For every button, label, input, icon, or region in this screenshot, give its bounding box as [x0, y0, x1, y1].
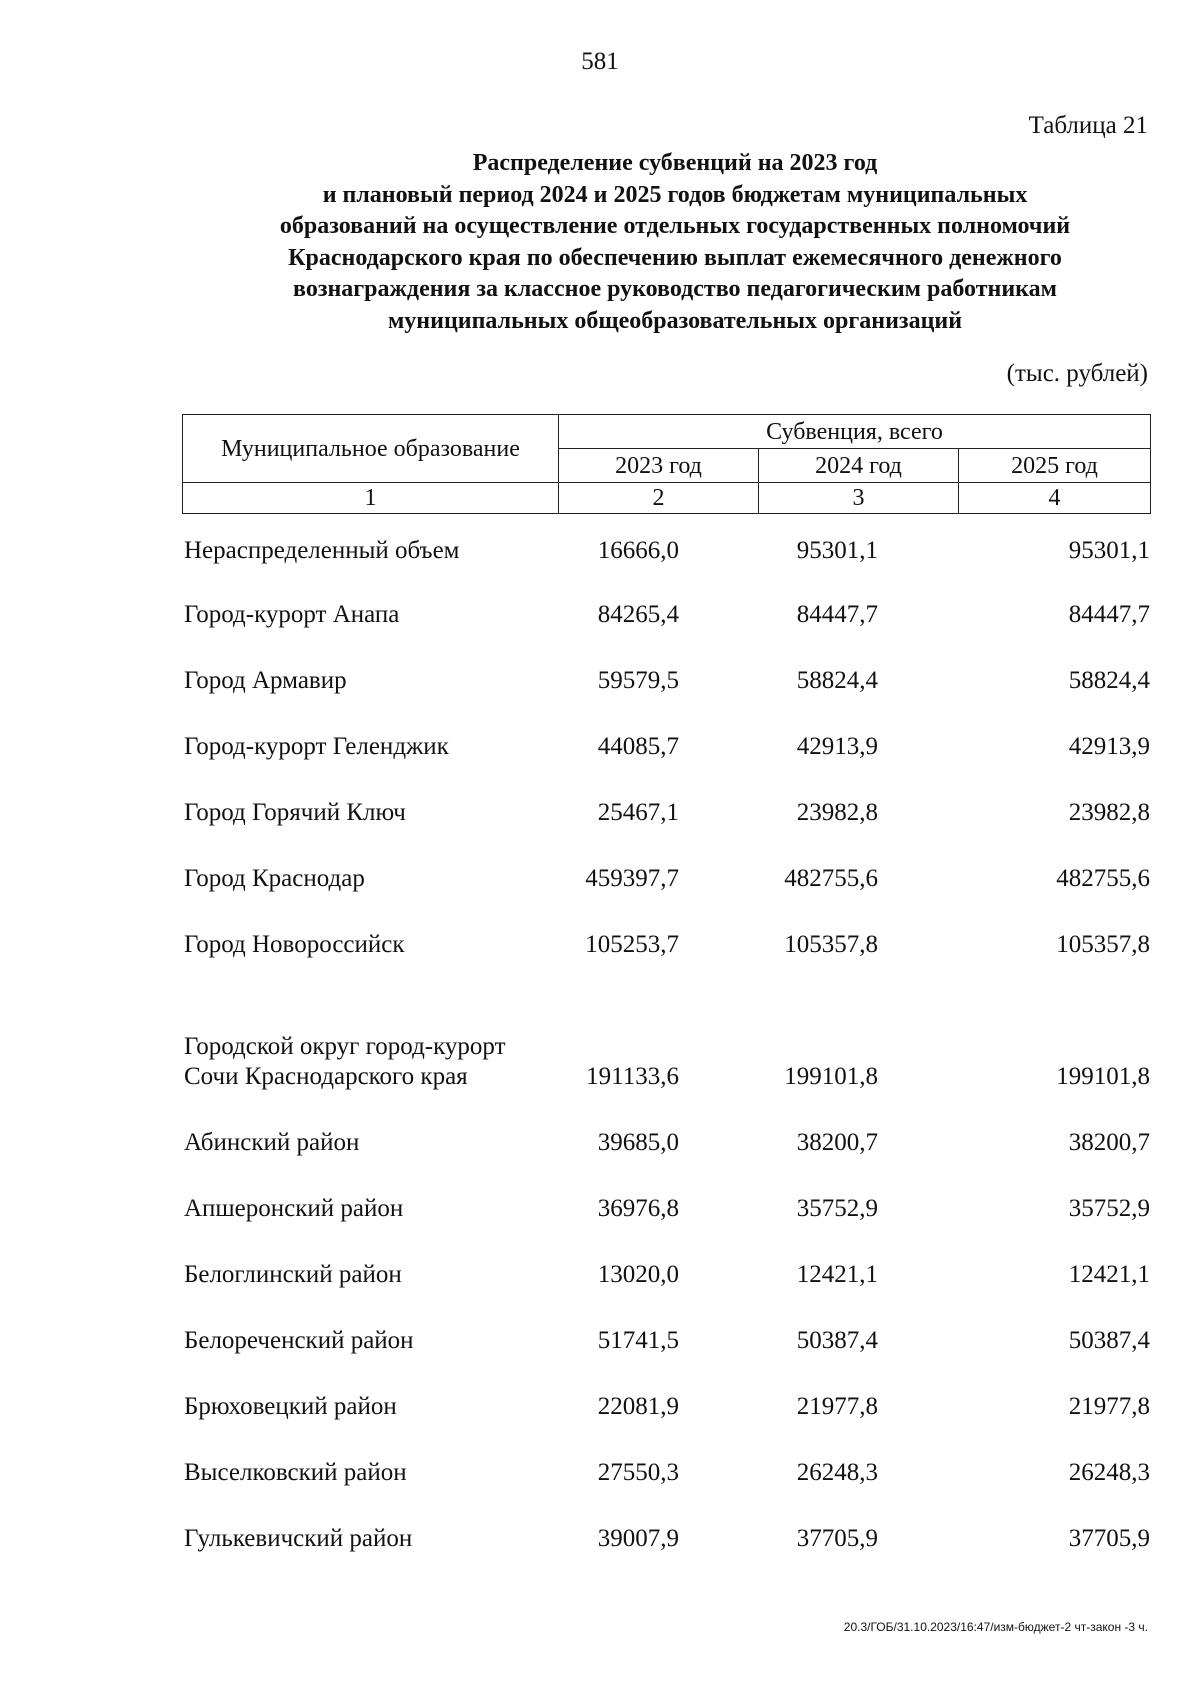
row-value-2023: 39685,0	[597, 1129, 679, 1156]
row-value-2023: 191133,6	[586, 1063, 679, 1090]
row-value-2023: 27550,3	[597, 1459, 679, 1486]
row-municipality: Город-курорт Анапа	[184, 601, 400, 628]
row-value-2024: 84447,7	[796, 601, 878, 628]
table-row	[182, 800, 1150, 866]
row-value-2024: 12421,1	[796, 1261, 878, 1288]
table-row	[182, 1196, 1150, 1262]
row-value-2024: 105357,8	[784, 931, 878, 958]
table-row	[182, 1394, 1150, 1460]
column-header-municipality: Муниципальное образование	[183, 415, 559, 483]
table-row	[182, 1130, 1150, 1196]
title-line: муниципальных общеобразовательных организаций	[387, 307, 963, 334]
row-value-2023: 44085,7	[597, 733, 679, 760]
row-value-2025: 84447,7	[1068, 601, 1150, 628]
row-value-2025: 482755,6	[1056, 865, 1150, 892]
table-row	[182, 734, 1150, 800]
row-value-2024: 50387,4	[796, 1327, 878, 1354]
row-value-2025: 105357,8	[1056, 931, 1150, 958]
table-row	[182, 932, 1150, 998]
table-row	[182, 998, 1150, 1130]
row-value-2023: 105253,7	[585, 931, 679, 958]
row-value-2023: 59579,5	[597, 667, 679, 694]
table-row	[182, 1262, 1150, 1328]
row-value-2024: 95301,1	[796, 537, 878, 564]
row-value-2024: 26248,3	[796, 1459, 878, 1486]
column-number: 2	[559, 483, 759, 514]
row-municipality: Белореченский район	[184, 1327, 414, 1354]
column-header-year-2024: 2024 год	[759, 449, 959, 483]
column-number: 1	[183, 483, 559, 514]
row-value-2025: 12421,1	[1068, 1261, 1150, 1288]
row-municipality: Брюховецкий район	[184, 1393, 397, 1420]
row-value-2023: 25467,1	[597, 799, 679, 826]
units-label: (тыс. рублей)	[1006, 360, 1148, 387]
column-header-year-2023: 2023 год	[559, 449, 759, 483]
row-municipality: Абинский район	[184, 1129, 360, 1156]
table-row	[182, 668, 1150, 734]
row-value-2025: 23982,8	[1068, 799, 1150, 826]
row-value-2023: 84265,4	[597, 601, 679, 628]
row-municipality-line: Сочи Краснодарского края	[184, 1063, 468, 1090]
row-value-2024: 199101,8	[784, 1063, 878, 1090]
row-value-2025: 95301,1	[1068, 537, 1150, 564]
row-value-2025: 26248,3	[1068, 1459, 1150, 1486]
row-value-2025: 38200,7	[1068, 1129, 1150, 1156]
title-line: Краснодарского края по обеспечению выплат ежемесячного денежного	[288, 244, 1062, 271]
column-number: 3	[759, 483, 959, 514]
title-line: и плановый период 2024 и 2025 годов бюджетам муниципальных	[322, 181, 1028, 208]
row-value-2024: 38200,7	[796, 1129, 878, 1156]
row-value-2024: 23982,8	[796, 799, 878, 826]
row-municipality: Город Горячий Ключ	[184, 799, 406, 826]
table-row	[182, 1526, 1150, 1592]
table-header	[182, 414, 1151, 514]
table-row	[182, 866, 1150, 932]
table-row	[182, 536, 1150, 602]
row-municipality: Город Новороссийск	[184, 931, 405, 958]
row-value-2025: 37705,9	[1068, 1525, 1150, 1552]
row-value-2023: 51741,5	[597, 1327, 679, 1354]
table-row	[182, 602, 1150, 668]
row-value-2024: 35752,9	[796, 1195, 878, 1222]
title-line: образований на осуществление отдельных государственных полномочий	[279, 213, 1071, 239]
row-municipality: Выселковский район	[184, 1459, 407, 1486]
row-municipality: Апшеронский район	[184, 1195, 404, 1222]
title-line: Распределение субвенций на 2023 год	[472, 150, 878, 176]
table-label: Таблица 21	[1028, 112, 1148, 139]
row-municipality	[184, 1032, 506, 1092]
row-value-2023: 16666,0	[597, 537, 679, 564]
row-value-2023: 13020,0	[597, 1261, 679, 1288]
document-title	[150, 148, 1200, 337]
row-value-2023: 36976,8	[597, 1195, 679, 1222]
row-value-2023: 22081,9	[597, 1393, 679, 1420]
row-value-2025: 42913,9	[1068, 733, 1150, 760]
row-municipality-line: Городской округ город-курорт	[184, 1033, 506, 1060]
row-value-2025: 199101,8	[1056, 1063, 1150, 1090]
row-municipality: Нераспределенный объем	[184, 537, 460, 564]
table-body	[182, 536, 1150, 1592]
row-value-2024: 58824,4	[796, 667, 878, 694]
document-footer: 20.3/ГОБ/31.10.2023/16:47/изм-бюджет-2 чт-закон -3 ч.	[843, 1620, 1148, 1634]
column-header-subvention-total: Субвенция, всего	[559, 415, 1151, 449]
table-row	[182, 1328, 1150, 1394]
row-municipality: Белоглинский район	[184, 1261, 402, 1288]
row-value-2025: 58824,4	[1068, 667, 1150, 694]
title-line: вознаграждения за классное руководство педагогическим работникам	[293, 276, 1057, 302]
row-value-2023: 39007,9	[597, 1525, 679, 1552]
table-row	[182, 1460, 1150, 1526]
row-municipality: Гулькевичский район	[184, 1525, 413, 1552]
row-value-2024: 42913,9	[796, 733, 878, 760]
row-value-2024: 37705,9	[796, 1525, 878, 1552]
row-value-2023: 459397,7	[585, 865, 679, 892]
column-number: 4	[959, 483, 1151, 514]
row-municipality: Город Краснодар	[184, 865, 365, 892]
row-municipality: Город Армавир	[184, 667, 347, 694]
row-value-2025: 35752,9	[1068, 1195, 1150, 1222]
row-value-2024: 21977,8	[796, 1393, 878, 1420]
column-header-year-2025: 2025 год	[959, 449, 1151, 483]
row-value-2024: 482755,6	[784, 865, 878, 892]
row-value-2025: 21977,8	[1068, 1393, 1150, 1420]
row-value-2025: 50387,4	[1068, 1327, 1150, 1354]
page-number: 581	[581, 48, 619, 75]
row-municipality: Город-курорт Геленджик	[184, 733, 449, 760]
